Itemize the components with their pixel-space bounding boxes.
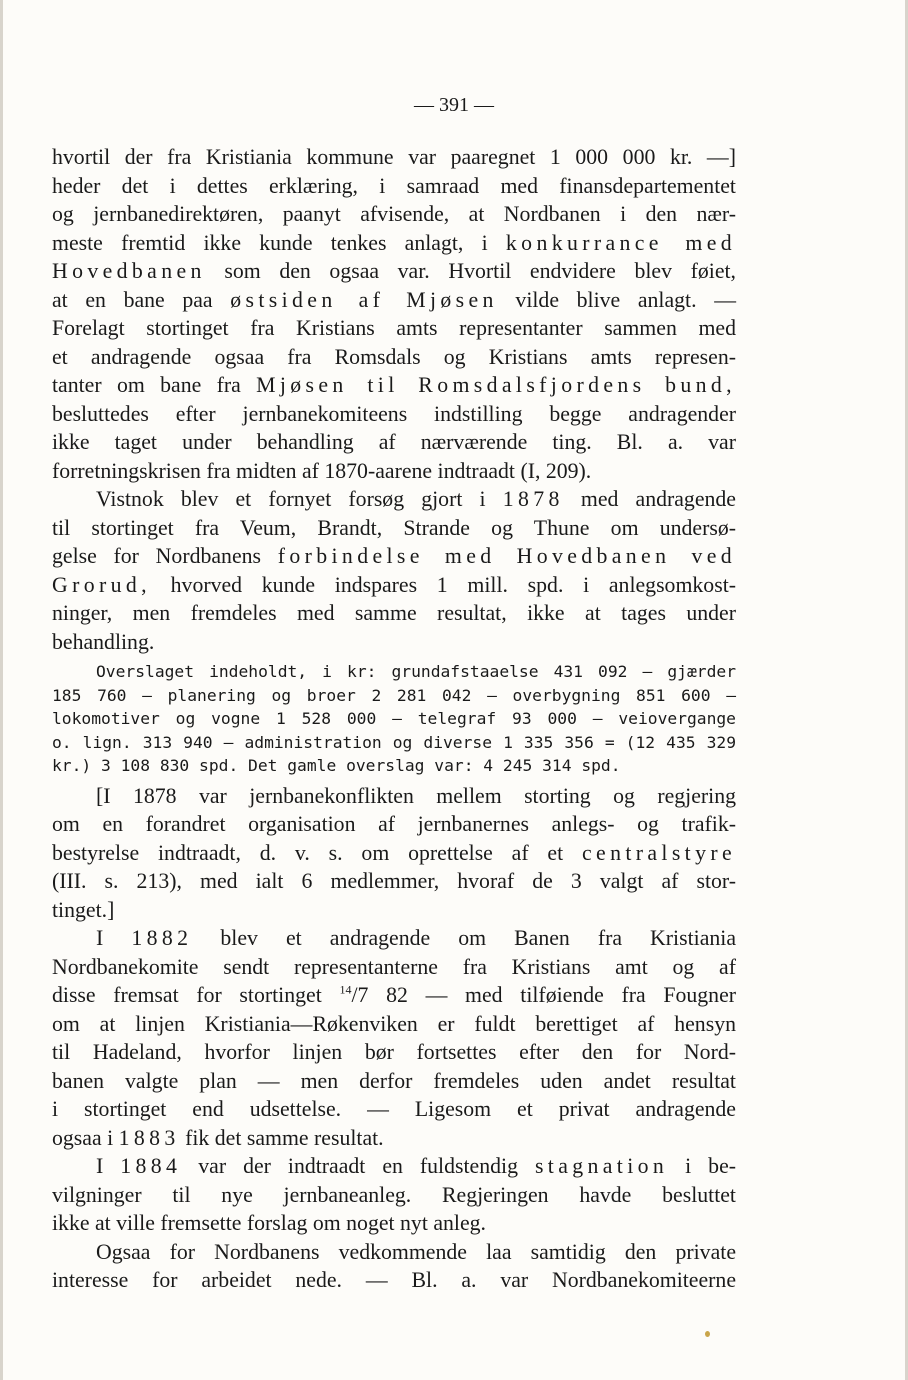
page-edge-left	[0, 0, 3, 1380]
text-line	[52, 485, 736, 514]
spaced-text: 1883	[118, 1125, 180, 1150]
text-line: Forelagt stortinget fra Kristians amts representanter sammen med	[52, 316, 736, 340]
text-run: ogsaa i	[52, 1125, 114, 1150]
superscript-day: 14	[339, 983, 352, 998]
text-run: I	[96, 1154, 104, 1179]
text-run: var der indtraadt en fuldstendig	[198, 1154, 518, 1179]
text-run: Vistnok blev et fornyet forsøg gjort i	[96, 487, 486, 511]
spaced-text: konkurrance med	[505, 230, 737, 255]
text-run: vilde blive anlagt. —	[515, 287, 736, 312]
text-line: vilgninger til nye jernbaneanleg. Regjeringen havde besluttet	[52, 1182, 736, 1207]
text-line: interesse for arbeidet nede. — Bl. a. var Nordbanekomiteerne	[52, 1268, 736, 1293]
text-line: i stortinget end udsettelse. — Ligesom et privat andragende	[52, 1097, 736, 1122]
text-line	[52, 839, 736, 868]
text-line: til Hadeland, hvorfor linjen bør fortsettes efter den for Nord-	[52, 1040, 736, 1065]
note-line: Overslaget indeholdt, i kr: grundafstaaelse 431 092 — gjærder	[96, 662, 736, 681]
text-line: [I 1878 var jernbanekonflikten mellem storting og regjering	[96, 783, 736, 808]
text-line: heder det i dettes erklæring, i samraad med finansdepartementet	[52, 173, 736, 198]
text-line: et andragende ogsaa fra Romsdals og Kristians amts represen-	[52, 344, 736, 369]
text-line: banen valgte plan — men derfor fremdeles uden andet resultat	[52, 1068, 736, 1093]
text-run: blev et andragende om Banen fra Kristiania	[220, 926, 737, 951]
note-line: 185 760 — planering og broer 2 281 042 — overbygning 851 600 —	[52, 685, 736, 705]
body-text	[52, 143, 736, 1295]
text-line: (III. s. 213), med ialt 6 medlemmer, hvoraf de 3 valgt af stor-	[52, 869, 736, 894]
text-line: om at linjen Kristiania—Røkenviken er fuldt berettiget af hensyn	[52, 1011, 736, 1036]
text-run: fik det samme resultat.	[185, 1125, 384, 1150]
text-line	[52, 286, 736, 315]
text-run: at en bane paa	[52, 287, 213, 312]
spaced-text: Mjøsen til Romsdalsfjordens bund,	[256, 373, 736, 397]
note-line: lokomotiver og vogne 1 528 000 — telegraf 93 000 — veiovergange	[52, 709, 736, 729]
spaced-text: forbindelse med Hovedbanen ved	[277, 544, 736, 568]
text-line	[52, 371, 736, 400]
spaced-text: 1878	[502, 487, 564, 511]
spaced-text: Grorud,	[52, 572, 151, 597]
text-line	[52, 924, 736, 953]
text-line: behandling.	[52, 629, 155, 654]
text-line: forretningskrisen fra midten af 1870-aarene indtraadt (I, 209).	[52, 458, 592, 483]
text-line: til stortinget fra Veum, Brandt, Strande og Thune om undersø-	[52, 515, 736, 540]
text-line	[52, 1152, 736, 1181]
page-number: — 391 —	[414, 94, 494, 116]
text-line: ninger, men fremdeles med samme resultat, ikke at tages under	[52, 601, 736, 625]
spaced-text: centralstyre	[582, 840, 736, 865]
text-run: tanter om bane fra	[52, 373, 241, 397]
text-run: meste fremtid ikke kunde tenkes anlagt, i	[52, 230, 488, 255]
text-line: og jernbanedirektøren, paanyt afvisende, at Nordbanen i den nær-	[52, 202, 736, 226]
text-run: gelse for Nordbanens	[52, 544, 262, 568]
note-line: kr.) 3 108 830 spd. Det gamle overslag var: 4 245 314 spd.	[52, 756, 621, 776]
text-line: besluttedes efter jernbanekomiteens indstilling begge andragender	[52, 401, 736, 426]
note-line: o. lign. 313 940 — administration og diverse 1 335 356 = (12 435 329	[52, 732, 736, 752]
text-run: I	[96, 926, 104, 951]
text-line	[52, 229, 736, 258]
text-run: i be-	[685, 1154, 737, 1179]
spaced-text: østsiden af Mjøsen	[230, 287, 498, 312]
text-line: ikke taget under behandling af nærværende ting. Bl. a. var	[52, 430, 736, 454]
text-line: tinget.]	[52, 897, 115, 922]
spaced-text: 1882	[131, 926, 193, 951]
text-line: Ogsaa for Nordbanens vedkommende laa samtidig den private	[96, 1239, 736, 1264]
text-line: Nordbanekomite sendt representanterne fra Kristians amt og af	[52, 954, 736, 979]
text-line: hvortil der fra Kristiania kommune var paaregnet 1 000 000 kr. —]	[52, 145, 736, 169]
text-run: med andragende	[580, 487, 736, 511]
text-line	[52, 981, 736, 1010]
text-run: /7 82 — med tilføiende fra Fougner	[351, 983, 736, 1008]
text-run: hvorved kunde indspares 1 mill. spd. i anlegsomkost-	[170, 572, 737, 597]
text-run: som den ogsaa var. Hvortil endvidere blev føiet,	[224, 259, 736, 283]
spaced-text: stagnation	[534, 1154, 669, 1179]
spaced-text: 1884	[120, 1154, 182, 1179]
text-line	[52, 571, 736, 600]
text-line	[52, 542, 736, 571]
paper-speck	[705, 1331, 710, 1337]
text-line: om en forandret organisation af jernbanernes anlegs- og trafik-	[52, 812, 736, 837]
spaced-text: Hovedbanen	[52, 259, 206, 283]
text-run: disse fremsat for stortinget	[52, 983, 322, 1008]
text-line	[52, 257, 736, 286]
text-line	[52, 1124, 736, 1153]
text-run: bestyrelse indtraadt, d. v. s. om oprettelse af et	[52, 840, 564, 865]
text-line: ikke at ville fremsette forslag om noget nyt anleg.	[52, 1211, 486, 1236]
